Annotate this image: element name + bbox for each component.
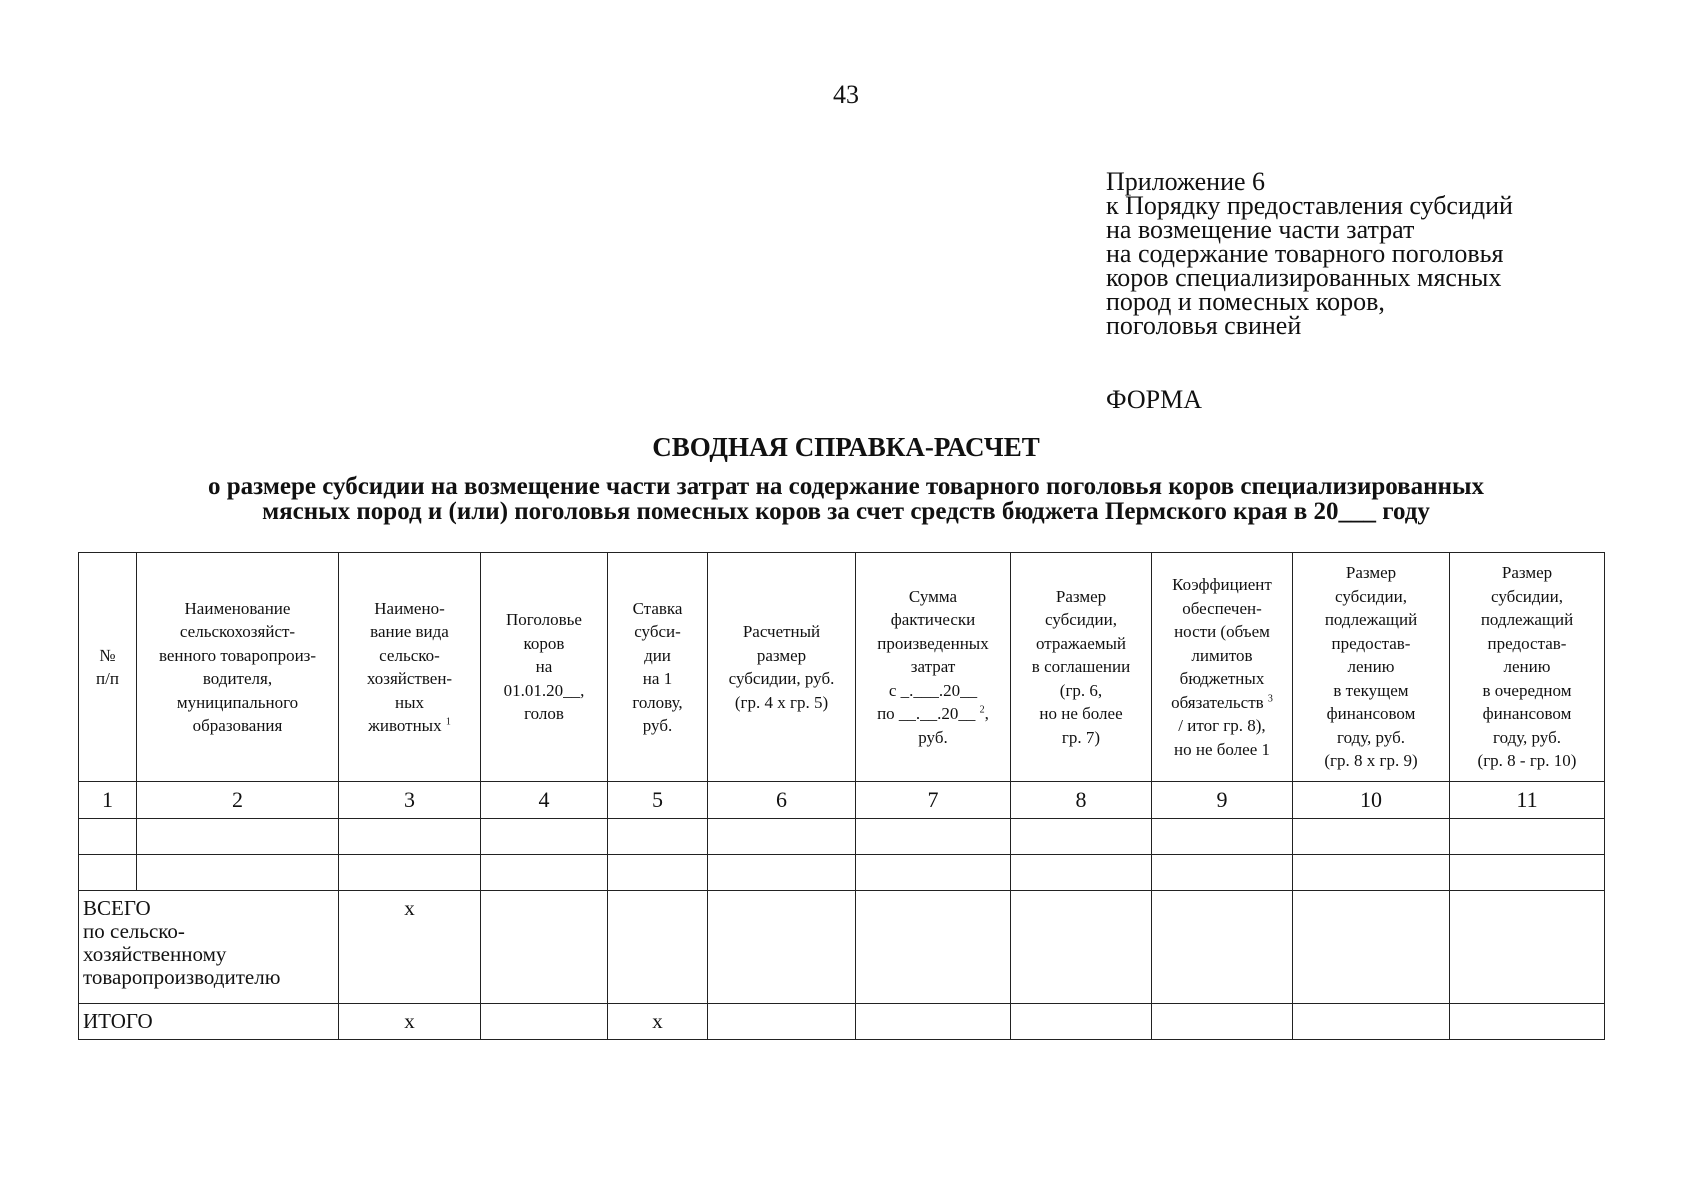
column-number-row — [79, 782, 1605, 819]
table-cell — [1011, 855, 1152, 891]
table-cell — [481, 855, 608, 891]
calculation-table — [78, 552, 1605, 1040]
document-subtitle — [0, 474, 1692, 524]
table-row — [79, 819, 1605, 855]
table-cell — [79, 855, 137, 891]
grand-total-label: ИТОГО — [79, 1004, 339, 1040]
table-cell — [339, 855, 481, 891]
table-cell — [608, 819, 708, 855]
table-row — [79, 855, 1605, 891]
document-title: СВОДНАЯ СПРАВКА-РАСЧЕТ — [652, 432, 1040, 462]
table-cell — [1293, 819, 1450, 855]
column-header-subsidy-rate: Ставка субси- дии на 1 голову, руб. — [608, 553, 708, 782]
appendix-line: коров специализированных мясных — [1106, 263, 1502, 292]
appendix-line: Приложение 6 — [1106, 167, 1266, 196]
appendix-line: к Порядку предоставления субсидий — [1106, 191, 1513, 220]
table-cell — [1450, 855, 1605, 891]
column-number: 3 — [339, 782, 481, 819]
table-cell — [856, 1004, 1011, 1040]
table-cell — [708, 891, 856, 1004]
column-header-coefficient: Коэффициент обеспечен- ности (объем лимитов бюджетных обязательств $^3$ / итог гр. 8), но не более 1 — [1152, 553, 1293, 782]
table-cell — [79, 819, 137, 855]
appendix-block — [1106, 167, 1606, 340]
footnote-marker: 3 — [1267, 692, 1273, 704]
grand-total-row — [79, 1004, 1605, 1040]
table-cell — [1011, 819, 1152, 855]
column-number: 10 — [1293, 782, 1450, 819]
table-cell — [1450, 891, 1605, 1004]
not-applicable-mark: х — [339, 1004, 481, 1040]
column-number: 5 — [608, 782, 708, 819]
not-applicable-mark: х — [339, 891, 481, 1004]
table-cell — [608, 855, 708, 891]
table-cell — [1011, 1004, 1152, 1040]
table-cell — [481, 891, 608, 1004]
subtitle-line: мясных пород и (или) поголовья помесных коров за счет средств бюджета Пермского края в 20___ году — [262, 498, 1430, 525]
table-cell — [856, 819, 1011, 855]
table-cell — [137, 819, 339, 855]
column-header-current-year-subsidy: Размер субсидии, подлежащий предостав- лению в текущем финансовом году, руб. (гр. 8 х гр. 9) — [1293, 553, 1450, 782]
column-header-calculated-subsidy: Расчетный размер субсидии, руб. (гр. 4 х гр. 5) — [708, 553, 856, 782]
table-header-row — [79, 553, 1605, 782]
column-number: 4 — [481, 782, 608, 819]
total-by-producer-label: ВСЕГО по сельско- хозяйственному товаропроизводителю — [79, 891, 339, 1004]
table-cell — [1152, 819, 1293, 855]
total-by-producer-row — [79, 891, 1605, 1004]
table-cell — [1293, 891, 1450, 1004]
table-cell — [481, 819, 608, 855]
table-cell — [481, 1004, 608, 1040]
subtitle-line: о размере субсидии на возмещение части затрат на содержание товарного поголовья коров специализированных — [208, 473, 1484, 500]
form-label: ФОРМА — [1106, 385, 1202, 414]
appendix-line: пород и помесных коров, — [1106, 287, 1385, 316]
footnote-marker: 2 — [979, 704, 985, 716]
table-cell — [1450, 819, 1605, 855]
column-header-producer-name: Наименование сельскохозяйст- венного товаропроиз- водителя, муниципального образования — [137, 553, 339, 782]
page-number: 43 — [833, 80, 859, 109]
column-number: 9 — [1152, 782, 1293, 819]
table-cell — [1152, 891, 1293, 1004]
column-header-number: № п/п — [79, 553, 137, 782]
column-number: 1 — [79, 782, 137, 819]
table-cell — [1152, 1004, 1293, 1040]
appendix-line: на содержание товарного поголовья — [1106, 239, 1504, 268]
table-cell — [856, 855, 1011, 891]
column-header-next-year-subsidy: Размер субсидии, подлежащий предостав- лению в очередном финансовом году, руб. (гр. 8 - гр. 10) — [1450, 553, 1605, 782]
appendix-line: на возмещение части затрат — [1106, 215, 1415, 244]
column-number: 2 — [137, 782, 339, 819]
table-cell — [608, 891, 708, 1004]
table-cell — [708, 819, 856, 855]
table-cell — [856, 891, 1011, 1004]
not-applicable-mark: х — [608, 1004, 708, 1040]
column-header-animal-type: Наимено- вание вида сельско- хозяйствен- ных животных $^1$ — [339, 553, 481, 782]
column-number: 8 — [1011, 782, 1152, 819]
table-cell — [708, 855, 856, 891]
column-number: 7 — [856, 782, 1011, 819]
table-cell — [1450, 1004, 1605, 1040]
table-cell — [137, 855, 339, 891]
table-cell — [1011, 891, 1152, 1004]
table-cell — [1293, 1004, 1450, 1040]
column-header-agreement-subsidy: Размер субсидии, отражаемый в соглашении (гр. 6, но не более гр. 7) — [1011, 553, 1152, 782]
column-number: 11 — [1450, 782, 1605, 819]
column-header-actual-costs: Сумма фактически произведенных затрат с _.___.20__ по __.__.20__ $^2$, руб. — [856, 553, 1011, 782]
table-cell — [1293, 855, 1450, 891]
table-cell — [339, 819, 481, 855]
column-header-cow-count: Поголовье коров на 01.01.20__, голов — [481, 553, 608, 782]
table-cell — [708, 1004, 856, 1040]
column-number: 6 — [708, 782, 856, 819]
footnote-marker: 1 — [445, 716, 451, 728]
table-cell — [1152, 855, 1293, 891]
appendix-line: поголовья свиней — [1106, 311, 1302, 340]
